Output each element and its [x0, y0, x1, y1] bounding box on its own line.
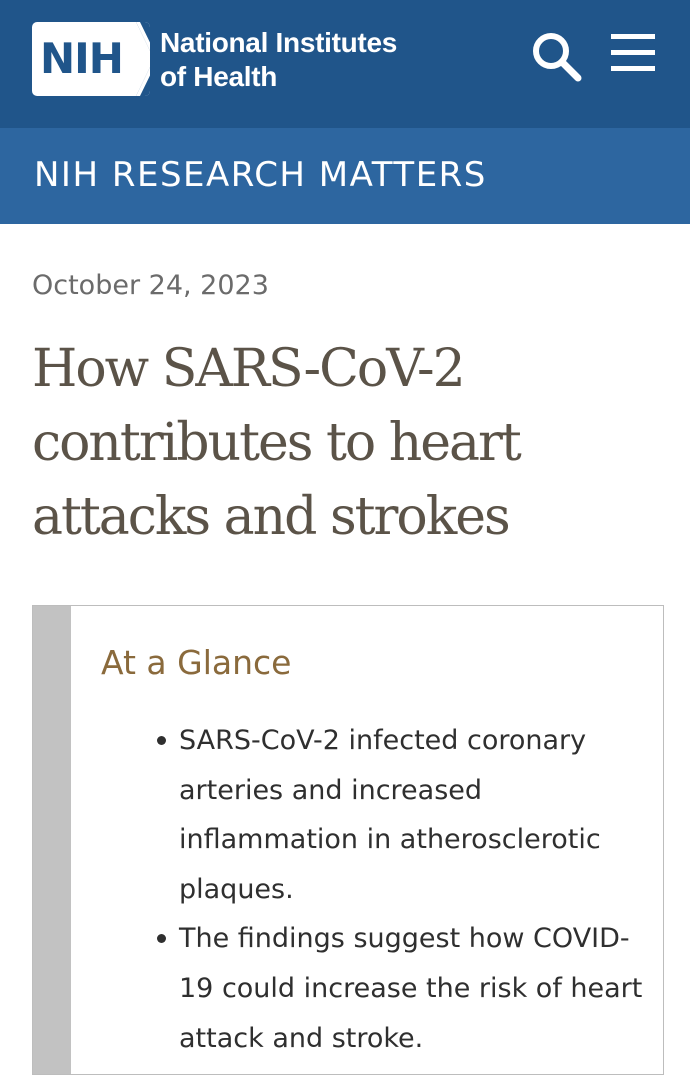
search-button[interactable]: [528, 28, 584, 84]
glance-accent-bar: [33, 606, 71, 1074]
logo-chevron-icon: [136, 22, 150, 96]
glance-item: The findings suggest how COVID-19 could increase the risk of heart attack and stroke.: [179, 914, 649, 1063]
section-title[interactable]: NIH RESEARCH MATTERS: [34, 155, 487, 195]
logo-line-1: National Institutes: [160, 27, 397, 58]
glance-list: [179, 716, 649, 1063]
article-title: How SARS-CoV-2 contributes to heart attacks and strokes: [32, 339, 520, 547]
site-header: [0, 0, 690, 128]
search-icon: [528, 28, 584, 84]
hamburger-menu-icon: [608, 30, 658, 80]
menu-button[interactable]: [608, 30, 658, 80]
article-date: October 24, 2023: [32, 270, 269, 301]
nih-logo[interactable]: [32, 22, 150, 96]
glance-item: SARS-CoV-2 infected coronary arteries and increased inflammation in atherosclerotic plaques.: [179, 716, 649, 914]
glance-title: At a Glance: [101, 643, 292, 682]
logo-wordmark[interactable]: [160, 26, 397, 94]
logo-letters: NIH: [40, 34, 123, 83]
at-a-glance-box: [32, 605, 664, 1075]
logo-line-2: of Health: [160, 61, 278, 92]
